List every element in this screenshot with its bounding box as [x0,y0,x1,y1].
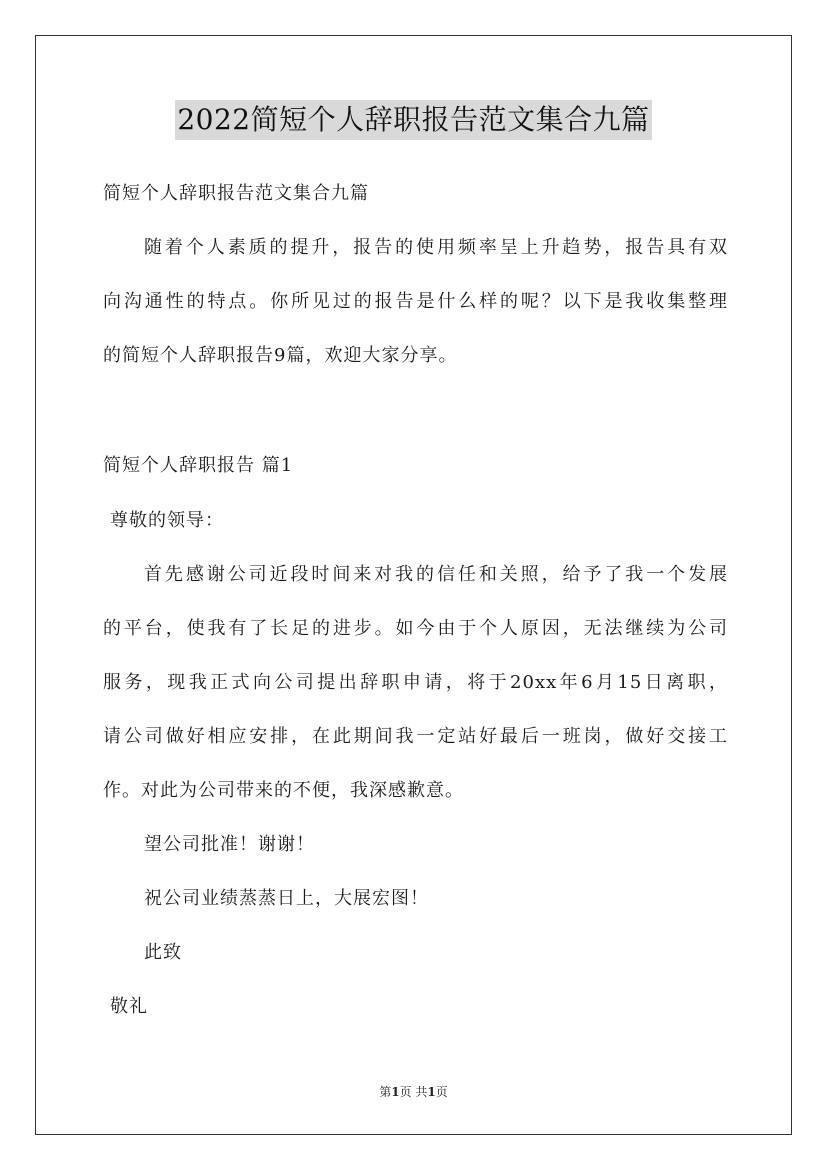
document-title: 2022简短个人辞职报告范文集合九篇 [175,100,651,140]
body-line-5: 作。对此为公司带来的不便，我深感歉意。 [103,780,464,801]
page-mid: 页 共 [399,1085,428,1099]
regards: 敬礼 [110,996,148,1017]
page-suffix: 页 [435,1085,448,1099]
document-subtitle: 简短个人辞职报告范文集合九篇 [103,183,369,204]
page-total: 1 [427,1085,436,1099]
closing-line-1: 望公司批准！谢谢！ [144,834,315,855]
body-line-3: 服务，现我正式向公司提出辞职申请，将于20xx年6月15日离职， [103,672,728,693]
body-line-1: 首先感谢公司近段时间来对我的信任和关照，给予了我一个发展 [144,564,728,585]
intro-line-1: 随着个人素质的提升，报告的使用频率呈上升趋势，报告具有双 [144,237,728,258]
title-container [0,100,827,140]
page-prefix: 第 [379,1085,392,1099]
intro-line-2: 向沟通性的特点。你所见过的报告是什么样的呢？以下是我收集整理 [103,291,728,312]
salutation: 尊敬的领导： [110,510,224,531]
page-number: 1 [391,1085,400,1099]
closing-line-2: 祝公司业绩蒸蒸日上，大展宏图！ [144,888,429,909]
section-heading: 简短个人辞职报告 篇1 [103,455,294,476]
page-footer [0,1084,827,1100]
body-line-4: 请公司做好相应安排，在此期间我一定站好最后一班岗，做好交接工 [103,726,728,747]
intro-line-3: 的简短个人辞职报告9篇，欢迎大家分享。 [103,345,458,366]
body-line-2: 的平台，使我有了长足的进步。如今由于个人原因，无法继续为公司 [103,618,728,639]
closing-line-3: 此致 [144,942,182,963]
